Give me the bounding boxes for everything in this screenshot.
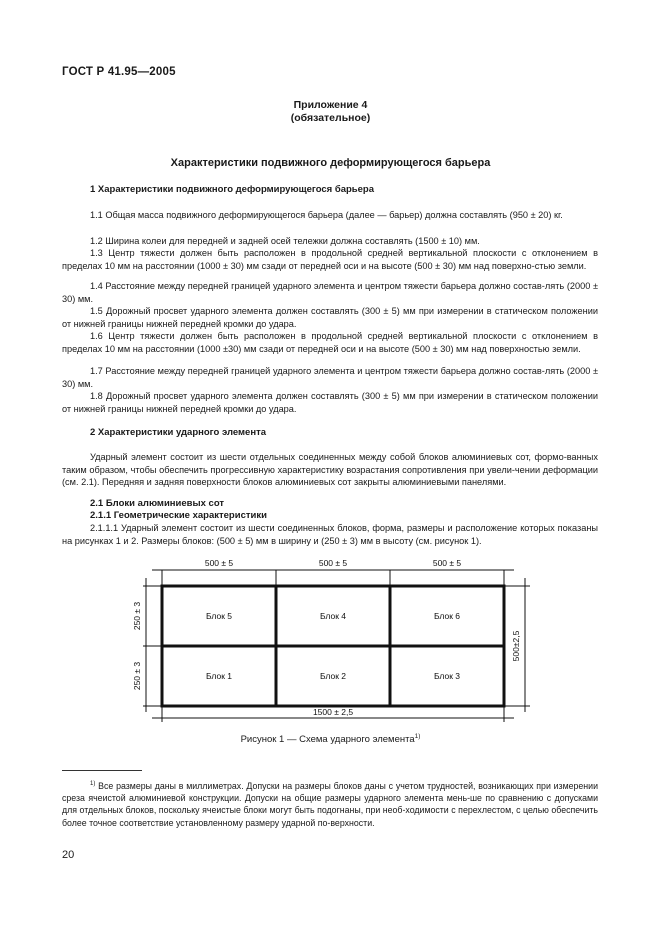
- subsection-2-1-1-heading: 2.1.1 Геометрические характеристики: [90, 510, 267, 521]
- paragraph-1-5-text: 1.5 Дорожный просвет ударного элемента должен составлять (300 ± 5) мм при измерении в статическом положении от нижней границы нижней передней кромки до удара.: [62, 306, 598, 329]
- standard-number: ГОСТ Р 41.95—2005: [62, 66, 176, 78]
- block-5-label: Блок 5: [205, 611, 233, 621]
- appendix-label: Приложение 4: [293, 99, 368, 111]
- paragraph-2-intro-text: Ударный элемент состоит из шести отдельных соединенных между собой блоков алюминиевых сот, формо-ванных таким образом, чтобы обеспечить прогрессивную характеристику возрастания сопротивления при увели-чении деформации (см. 2.1). Передняя и задняя поверхности блоков алюминиевых сот закрыты алюминиевыми панелями.: [62, 452, 598, 488]
- paragraph-1-8-text: 1.8 Дорожный просвет ударного элемента должен составлять (300 ± 5) мм при измерении в статическом положении от нижней границы нижней передней кромки до удара.: [62, 391, 598, 414]
- block-2-label: Блок 2: [319, 671, 347, 681]
- bottom-dim: 1500 ± 2,5: [312, 707, 354, 717]
- paragraph-2-1-1-1-text: 2.1.1.1 Ударный элемент состоит из шести соединенных блоков, форма, размеры и расположение которых показаны на рисунках 1 и 2. Размеры блоков: (500 ± 5) мм в ширину и (250 ± 3) мм в высоту (см. рисунок 1).: [62, 523, 598, 546]
- footnote-mark: 1): [90, 781, 96, 787]
- paragraph-1-1-text: 1.1 Общая масса подвижного деформирующегося барьера (далее — барьер) должна составлять (950 ± 20) кг.: [90, 210, 563, 220]
- block-3-label: Блок 3: [433, 671, 461, 681]
- paragraph-1-6-text: 1.6 Центр тяжести должен быть расположен в продольной средней вертикальной плоскости с отклонением в пределах 10 мм на расстоянии (1000 ±30) мм сзади от передней оси и на высоте (500 ± 30) мм над поверхностью земли.: [62, 331, 598, 354]
- top-dim-3: 500 ± 5: [432, 558, 462, 568]
- paragraph-1-2-text: 1.2 Ширина колеи для передней и задней осей тележки должна составлять (1500 ± 10) мм.: [90, 236, 480, 246]
- block-4-label: Блок 4: [319, 611, 347, 621]
- paragraph-1-3-text: 1.3 Центр тяжести должен быть расположен в продольной средней вертикальной плоскости с отклонением в пределах 10 мм на расстоянии (1000 ± 30) мм сзади от передней оси и на высоте (500 ± 30) мм над поверхно-стью земли.: [62, 248, 598, 271]
- figure-caption: [0, 733, 661, 745]
- footnote-divider: [62, 770, 142, 771]
- figure-caption-footnote-mark: 1): [414, 733, 421, 740]
- right-dim: 500±2,5: [511, 630, 521, 662]
- section-1-heading: 1 Характеристики подвижного деформирующегося барьера: [90, 184, 375, 195]
- left-dim-top: 250 ± 3: [132, 601, 142, 631]
- page-number: 20: [62, 849, 75, 861]
- section-2-heading: 2 Характеристики ударного элемента: [90, 427, 267, 438]
- top-dim-1: 500 ± 5: [204, 558, 234, 568]
- block-6-label: Блок 6: [433, 611, 461, 621]
- footnote: [62, 778, 598, 829]
- paragraph-1-7-text: 1.7 Расстояние между передней границей ударного элемента и центром тяжести барьера должно состав-лять (2000 ± 30) мм.: [62, 366, 598, 389]
- subsection-2-1-heading: 2.1 Блоки алюминиевых сот: [90, 498, 225, 509]
- figure-caption-text: Рисунок 1 — Схема ударного элемента: [240, 734, 415, 746]
- top-dim-2: 500 ± 5: [318, 558, 348, 568]
- paragraph-1-4-text: 1.4 Расстояние между передней границей ударного элемента и центром тяжести барьера должно состав-лять (2000 ± 30) мм.: [62, 281, 598, 304]
- page-title: Характеристики подвижного деформирующегося барьера: [170, 157, 491, 169]
- left-dim-bottom: 250 ± 3: [132, 661, 142, 691]
- footnote-text: Все размеры даны в миллиметрах. Допуски на размеры блоков даны с учетом трудностей, возникающих при измерении среза ячеистой алюминиевой конструкции. Допуски на общие размеры ударного элемента мень-ше по сравнению с допусками для отдельных блоков, поскольку ячеистые блоки могут быть подогнаны, при необ-ходимости с перехлестом, с целью обеспечить более точное соответствие установленному размеру ударной по-верхности.: [62, 780, 598, 828]
- block-1-label: Блок 1: [205, 671, 233, 681]
- appendix-status: (обязательное): [290, 112, 371, 124]
